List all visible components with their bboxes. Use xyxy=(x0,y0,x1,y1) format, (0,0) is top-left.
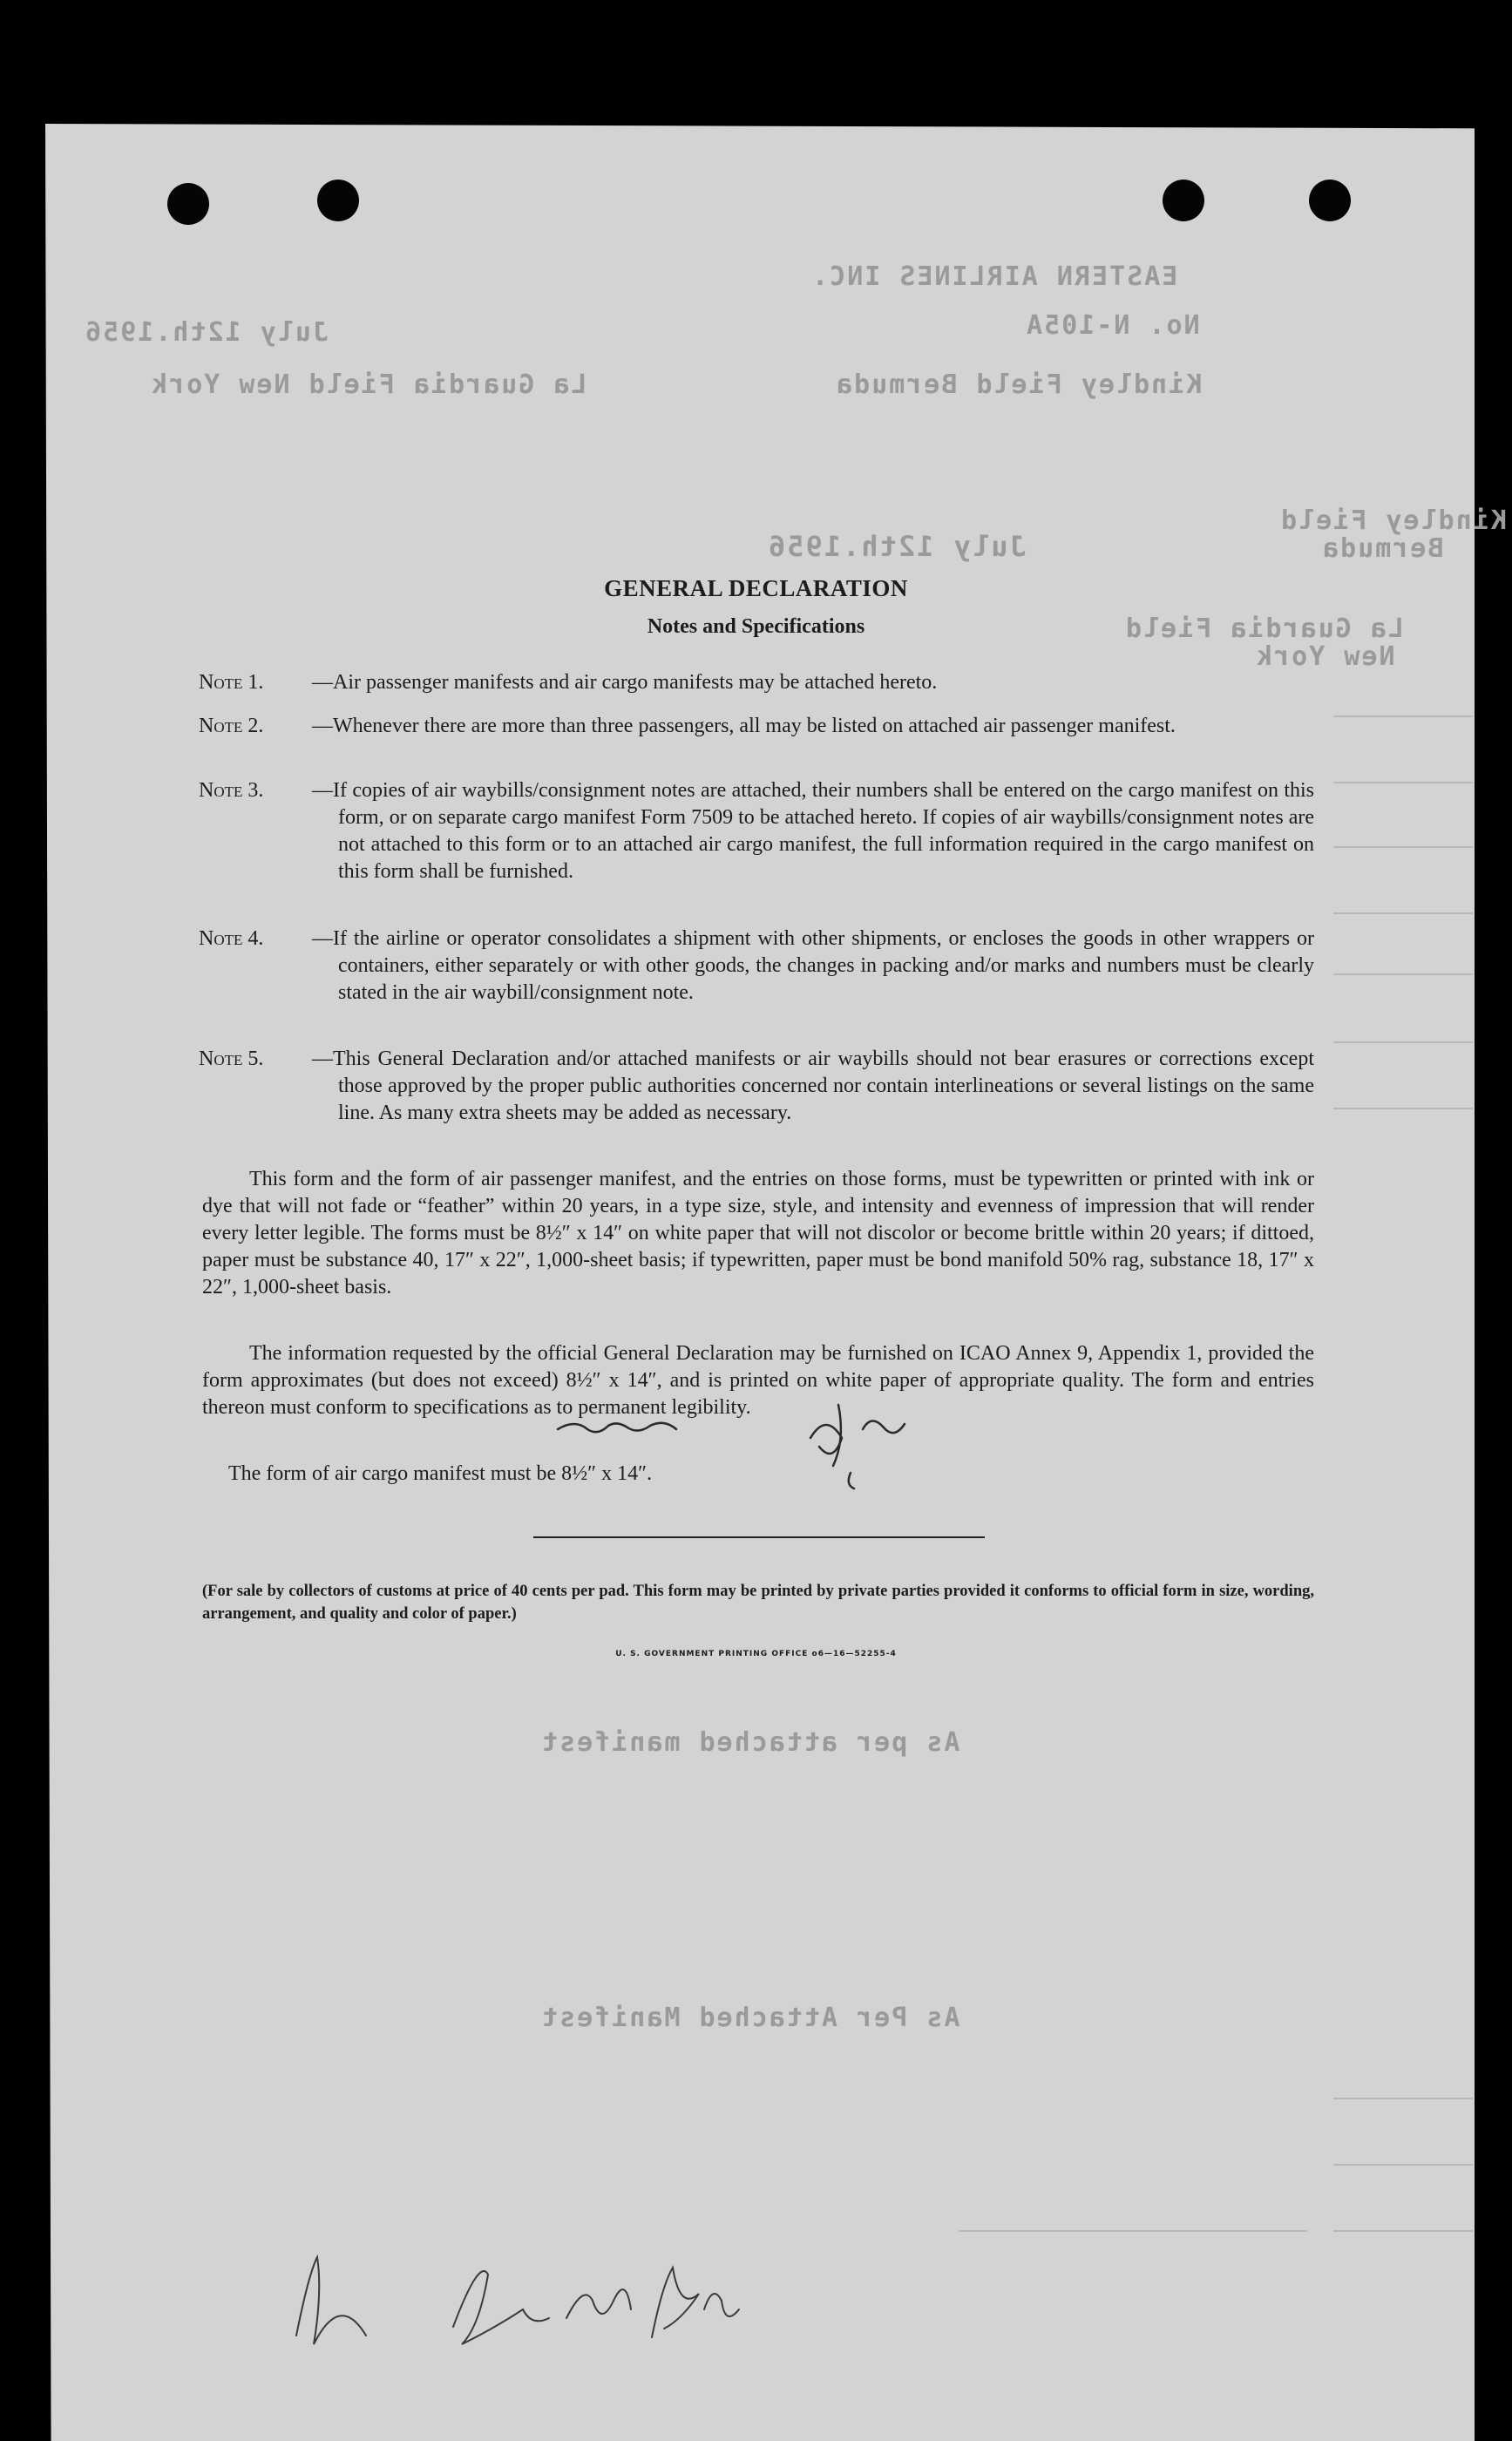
bleed-date-mid: July 12th.1956 xyxy=(767,530,1027,563)
punch-hole-left-1 xyxy=(167,183,209,225)
note-1 xyxy=(199,669,1314,696)
page-title: GENERAL DECLARATION xyxy=(604,575,908,601)
page-subtitle: Notes and Specifications xyxy=(647,615,865,638)
bleed-destination-top: La Guardia Field New York xyxy=(150,370,587,400)
punch-hole-left-2 xyxy=(317,180,359,221)
bleed-dest-right-1: La Guardia Field xyxy=(1124,614,1404,644)
note-label: Note 1. xyxy=(199,671,264,694)
paragraph-icao-annex: The information requested by the official General Declaration may be furnished on ICAO Annex 9, Appendix 1, provided the form approximates (but does not exceed) 8½″ x 14″, and is printed on white paper of appropriate quality. The form and entries thereon must conform to specifications as to permanent legibility. xyxy=(202,1342,1314,1419)
bleed-airline: EASTERN AIRLINES INC. xyxy=(810,261,1178,292)
note-3 xyxy=(199,777,1314,885)
sale-footnote: (For sale by collectors of customs at price of 40 cents per pad. This form may be printed by private parties provided it conforms to official form in size, wording, arrangement, and quality and color of paper.) xyxy=(202,1583,1314,1623)
note-label: Note 5. xyxy=(199,1048,264,1070)
note-text: —If the airline or operator consolidates a shipment with other shipments, or encloses the goods in other wrappers or containers, either separately or with other goods, the changes in packing and/or marks and numbers must be clearly stated in the air waybill/consignment note. xyxy=(312,927,1314,1004)
section-divider xyxy=(533,1536,985,1538)
bleed-dest-right-2: New York xyxy=(1255,641,1395,672)
note-label: Note 3. xyxy=(199,779,264,802)
note-5 xyxy=(199,1046,1314,1127)
bleed-origin-right-1: Kindley Field xyxy=(1279,505,1507,536)
bleed-route: Kindley Field Bermuda xyxy=(835,370,1203,400)
bleed-origin-right-2: Bermuda xyxy=(1321,533,1444,564)
bleed-passenger-note: As Per Attached Manifest xyxy=(540,2003,960,2033)
bleed-cargo-note: As per attached manifest xyxy=(540,1727,960,1758)
paragraph-printing-requirements: This form and the form of air passenger manifest, and the entries on those forms, must be typewritten or printed with ink or dye that will not fade or “feather” within 20 years, in a type size, style, and intensity and evenness of impression that will render every letter legible. The forms must be 8½″ x 14″ on white paper that will not discolor or become brittle within 20 years; if dittoed, paper must be substance 40, 17″ x 22″, 1,000-sheet basis; if typewritten, paper must be bond manifold 50% rag, substance 18, 17″ x 22″, 1,000-sheet basis. xyxy=(202,1168,1314,1298)
note-text: —Whenever there are more than three passengers, all may be listed on attached air passenger manifest. xyxy=(312,715,1176,737)
note-label: Note 2. xyxy=(199,715,264,737)
note-text: —If copies of air waybills/consignment notes are attached, their numbers shall be entered on the cargo manifest on this form, or on separate cargo manifest Form 7509 to be attached hereto. If copies of air waybills/consignment notes are not attached to this form or to an attached air cargo manifest, the full information required in the cargo manifest on this form shall be furnished. xyxy=(312,779,1314,883)
bleed-date-top: July 12th.1956 xyxy=(84,317,329,348)
note-text: —Air passenger manifests and air cargo manifests may be attached hereto. xyxy=(312,671,938,694)
note-text: —This General Declaration and/or attached manifests or air waybills should not bear erasures or corrections except those approved by the proper public authorities concerned nor contain interlineations or several listings on the same line. As many extra sheets may be added as necessary. xyxy=(312,1048,1314,1124)
note-2 xyxy=(199,713,1314,740)
punch-hole-right-1 xyxy=(1163,180,1204,221)
bleed-flight: No. N-105A xyxy=(1025,310,1200,341)
paragraph-cargo-manifest-size: The form of air cargo manifest must be 8½″ x 14″. xyxy=(228,1462,653,1485)
note-4 xyxy=(199,926,1314,1007)
printing-office-line: U. S. GOVERNMENT PRINTING OFFICE o6—16—52255-4 xyxy=(615,1650,897,1658)
punch-hole-right-2 xyxy=(1309,180,1351,221)
note-label: Note 4. xyxy=(199,927,264,950)
